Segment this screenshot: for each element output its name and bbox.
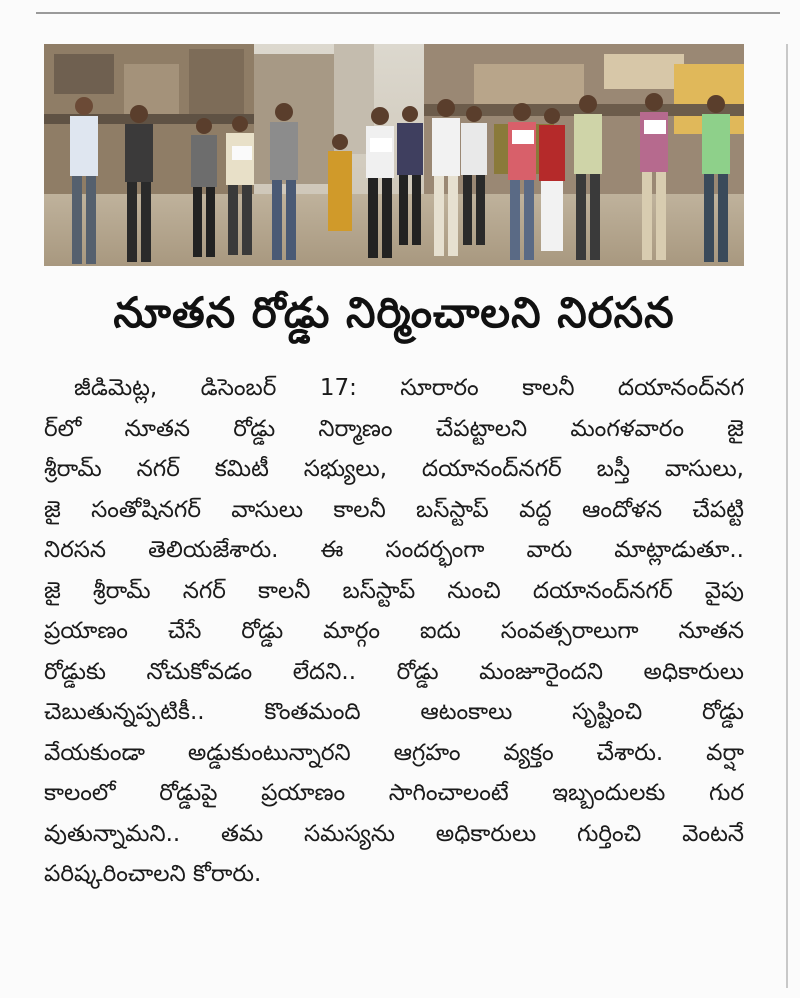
article-line: జై శ్రీరామ్ నగర్ కాలనీ బస్‌స్టాప్ నుంచి దయానంద్‌నగర్ వైపు — [44, 577, 744, 604]
article-body — [44, 368, 744, 895]
article-line: జీడిమెట్ల, డిసెంబర్ 17: సూరారం కాలనీ దయానంద్‌నగ — [74, 375, 744, 401]
article-line: నిరసన తెలియజేశారు. ఈ సందర్భంగా వారు మాట్లాడుతూ.. — [44, 537, 744, 563]
column-divider — [786, 44, 788, 988]
article-line: రోడ్డుకు నోచుకోవడం లేదని.. రోడ్డు మంజూరైందని అధికారులు — [44, 658, 744, 685]
article-line: కాలంలో రోడ్డుపై ప్రయాణం సాగించాలంటే ఇబ్బందులకు గుర — [44, 780, 744, 806]
article-line: ప్రయాణం చేసే రోడ్డు మార్గం ఐదు సంవత్సరాలుగా నూతన — [44, 618, 744, 644]
article-line: జై సంతోషినగర్ వాసులు కాలనీ బస్‌స్టాప్ వద్ద ఆందోళన చేపట్టి — [44, 496, 744, 523]
article-line: శ్రీరామ్ నగర్ కమిటీ సభ్యులు, దయానంద్‌నగర్ బస్తీ వాసులు, — [44, 456, 744, 482]
article-line: ర్‌లో నూతన రోడ్డు నిర్మాణం చేపట్టాలని మంగళవారం జై — [44, 415, 744, 442]
article-headline: నూతన రోడ్డు నిర్మించాలని నిరసన — [113, 288, 675, 337]
article-line: పరిష్కరించాలని కోరారు. — [44, 861, 262, 887]
article-line: వేయకుండా అడ్డుకుంటున్నారని ఆగ్రహం వ్యక్తం చేశారు. వర్షా — [44, 739, 744, 766]
news-photo-protest — [44, 44, 744, 266]
top-divider — [36, 12, 780, 14]
article-line: వుతున్నామని.. తమ సమస్యను అధికారులు గుర్తించి వెంటనే — [44, 820, 744, 847]
article-line: చెబుతున్నప్పటికీ.. కొంతమంది ఆటంకాలు సృష్టించి రోడ్డు — [44, 699, 744, 725]
